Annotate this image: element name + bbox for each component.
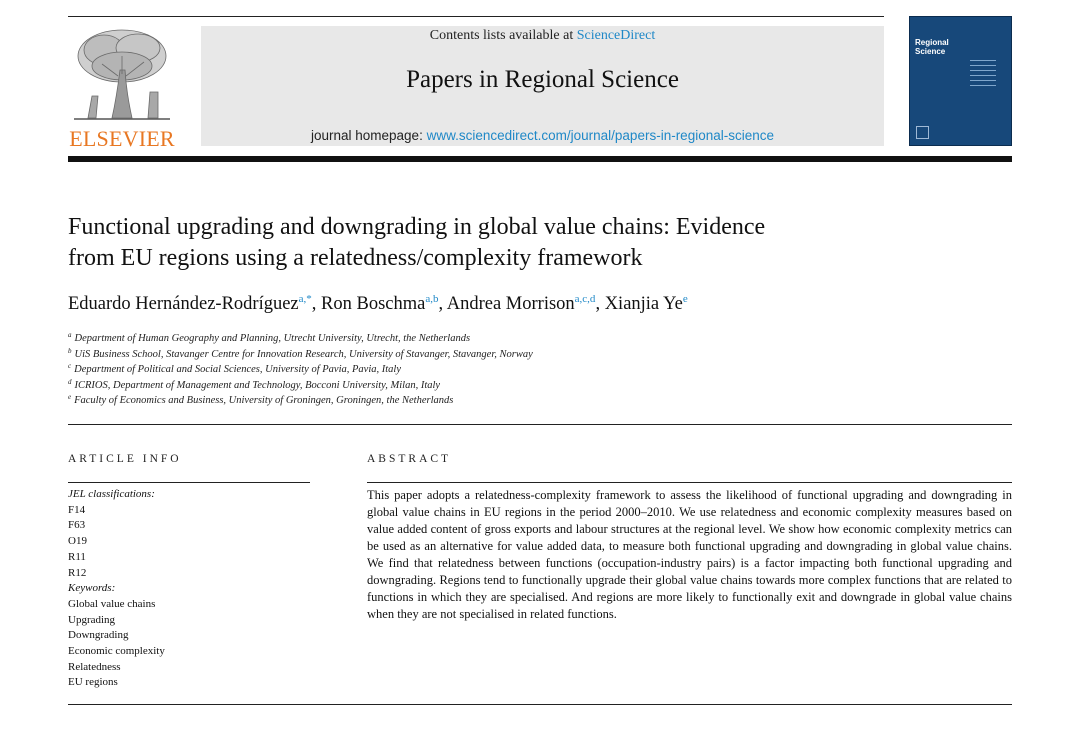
author-name[interactable]: Ron Boschma: [321, 294, 426, 314]
affiliation-list: [68, 331, 1008, 409]
keyword: Global value chains: [68, 597, 156, 610]
jel-code: F63: [68, 519, 86, 532]
journal-title: Papers in Regional Science: [406, 66, 679, 93]
jel-code: O19: [68, 535, 87, 548]
article-title-line-1: Functional upgrading and downgrading in global value chains: Evidence: [68, 214, 766, 240]
header-top-rule: [68, 16, 884, 17]
affiliation-key: d: [68, 377, 72, 386]
affiliation-text: UiS Business School, Stavanger Centre for Innovation Research, University of Stavanger, Stavanger, Norway: [74, 348, 533, 360]
affiliation-item: [68, 393, 1008, 409]
article-info-heading: ARTICLE INFO: [68, 453, 182, 465]
affiliation-key: a: [68, 331, 72, 339]
homepage-prefix: journal homepage:: [310, 128, 423, 143]
author-separator: ,: [595, 294, 605, 314]
author-name[interactable]: Xianjia Ye: [604, 294, 683, 314]
affiliation-text: Faculty of Economics and Business, University of Groningen, Groningen, the Netherlands: [74, 395, 454, 407]
affiliation-item: [68, 362, 1008, 378]
author-separator: ,: [311, 294, 322, 314]
section-divider: [68, 424, 1012, 425]
sciencedirect-link[interactable]: ScienceDirect: [576, 28, 656, 43]
affiliation-text: Department of Human Geography and Planning, Utrecht University, Utrecht, the Netherlands: [74, 333, 471, 344]
article-info-block: [68, 487, 310, 691]
affiliation-item: [68, 347, 1008, 363]
keyword: EU regions: [68, 676, 118, 689]
affiliation-text: ICRIOS, Department of Management and Technology, Bocconi University, Milan, Italy: [74, 379, 441, 391]
cover-text-lines: [970, 60, 996, 90]
author-affiliation-marker[interactable]: a,b: [425, 293, 439, 305]
affiliation-item: [68, 331, 1008, 347]
bottom-divider: [68, 704, 1012, 705]
jel-code: F14: [68, 503, 86, 516]
keyword: Relatedness: [68, 660, 121, 673]
abstract-text: This paper adopts a relatedness-complexity framework to assess the likelihood of functional upgrading and downgrading in global value chains in EU regions in the period 2000–2010. We use relatedness and economic complexity measures based on value added content of gross exports and labour structures at the regional level. We show how economic complexity metrics can be used as an alternative for value added data, to measure both functional upgrading and downgrading in global value chains. We find that relatedness between functions (occupation-industry pairs) is a factor impacting both functional upgrading and downgrading. Regions tend to functionally upgrade their global value chains towards more complex functions that are related to functions in which they are specialised. And regions are more likely to functionally exit and downgrade in global value chains when they are not specialised in related functions.: [367, 488, 1012, 621]
affiliation-text: Department of Political and Social Sciences, University of Pavia, Pavia, Italy: [74, 364, 401, 376]
homepage-link[interactable]: www.sciencedirect.com/journal/papers-in-regional-science: [426, 128, 774, 143]
jel-code: R11: [68, 550, 86, 563]
author-list: [68, 294, 1008, 315]
jel-label: JEL classifications:: [68, 488, 155, 500]
article-info-rule: [68, 482, 310, 483]
article-title: [68, 212, 898, 274]
author-affiliation-marker[interactable]: e: [682, 293, 688, 305]
affiliation-key: e: [68, 393, 72, 402]
contents-line: [201, 28, 884, 44]
affiliation-item: [68, 378, 1008, 394]
journal-homepage-line: [201, 128, 884, 143]
cover-title: Regional Science: [915, 38, 949, 56]
author-name[interactable]: Andrea Morrison: [446, 294, 575, 314]
abstract-heading: ABSTRACT: [367, 453, 452, 465]
keyword: Upgrading: [68, 613, 116, 626]
keyword: Downgrading: [68, 629, 129, 642]
affiliation-key: b: [68, 346, 72, 355]
keywords-label: Keywords:: [68, 582, 116, 595]
contents-prefix: Contents lists available at: [429, 28, 574, 43]
article-title-line-2: from EU regions using a relatedness/complexity framework: [68, 245, 643, 271]
author-name[interactable]: Eduardo Hernández-Rodríguez: [68, 294, 299, 314]
header-thick-rule: [68, 156, 1012, 162]
author-separator: ,: [438, 294, 447, 314]
jel-code: R12: [68, 566, 87, 579]
abstract-rule: [367, 482, 1012, 483]
affiliation-key: c: [68, 362, 72, 371]
keyword: Economic complexity: [68, 645, 165, 658]
author-affiliation-marker[interactable]: a,*: [298, 293, 312, 305]
author-affiliation-marker[interactable]: a,c,d: [574, 293, 596, 305]
cover-publisher-badge: [916, 126, 929, 139]
publisher-wordmark: ELSEVIER: [69, 126, 175, 151]
